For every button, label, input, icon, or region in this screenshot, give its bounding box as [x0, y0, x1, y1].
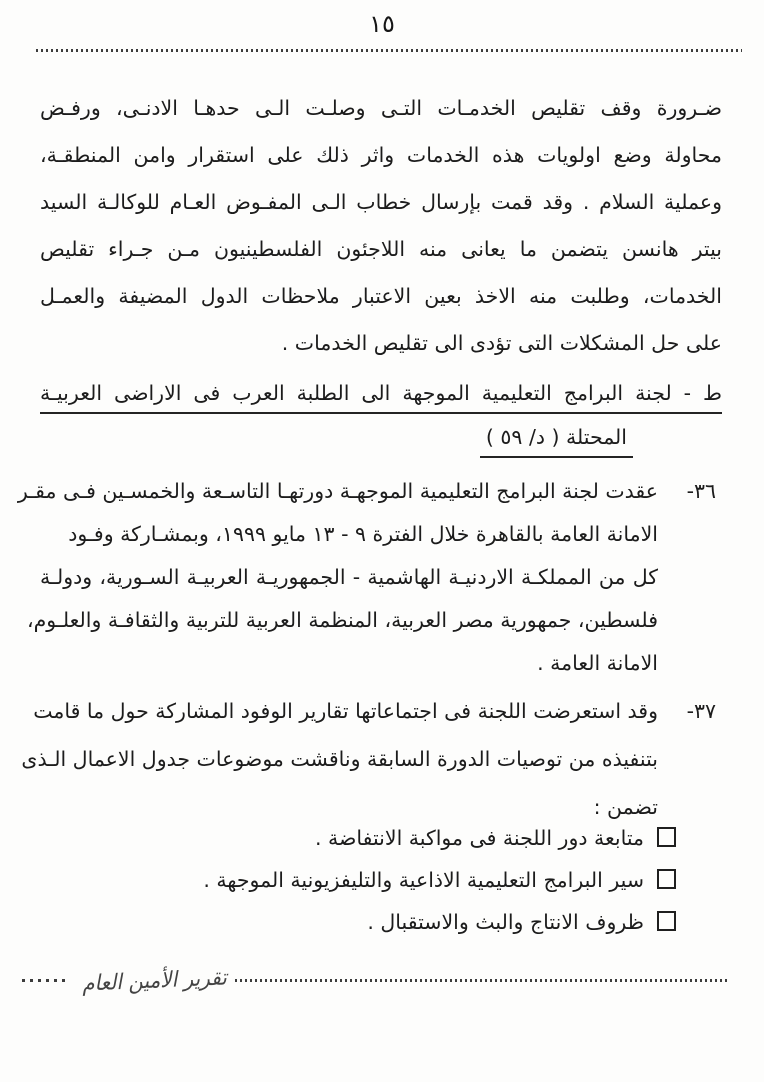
footer-divider-long [235, 979, 728, 982]
header-divider [36, 49, 742, 52]
item-37 [21, 687, 722, 831]
checkbox-icon [657, 827, 676, 847]
text-line: بتنفيذه من توصيات الدورة السابقة وناقشت موضوعات جدول الاعمال الـذى [21, 747, 658, 771]
section-heading-line2: المحتلة ( د/ ٥٩ ) [480, 422, 633, 458]
text-line: الامانة العامة . [537, 651, 658, 675]
item-37-text [21, 687, 722, 831]
item-37-number: ٣٧- [686, 699, 716, 723]
text-line: عقدت لجنة البرامج التعليمية الموجهـة دورتهـا التاسـعة والخمسـين فـى مقـر [17, 479, 658, 503]
text-line: الخدمات، وطلبت منه الاخذ بعين الاعتبار ملاحظات الدول المضيفة والعمـل [40, 284, 722, 308]
text-line: فلسطين، جمهورية مصر العربية، المنظمة العربية للتربية والثقافـة والعلـوم، [26, 608, 658, 632]
checklist-item [40, 859, 676, 901]
section-heading-line2-row [40, 422, 722, 458]
page-number: ١٥ [369, 10, 395, 38]
text-line: كل من المملكـة الاردنيـة الهاشمية - الجمهوريـة العربيـة السـورية، ودولـة [40, 565, 658, 589]
text-line: ضـرورة وقف تقليص الخدمـات التـى وصلـت الـى حدهـا الادنـى، ورفـض [40, 96, 722, 120]
section-heading [40, 378, 722, 458]
footer [22, 958, 728, 1002]
footer-divider-short [22, 979, 68, 982]
text-line: محاولة وضع اولويات هذه الخدمات واثر ذلك على استقرار وامن المنطقـة، [40, 143, 722, 167]
checklist-item-label: ظروف الانتاج والبث والاستقبال . [367, 910, 644, 934]
checklist-item-label: سير البرامج التعليمية الاذاعية والتليفزيونية الموجهة . [203, 868, 644, 892]
handwritten-signature: تقرير الأمين العام [81, 963, 228, 997]
paragraph-services [40, 85, 722, 367]
section-heading-line1: ط - لجنة البرامج التعليمية الموجهة الى الطلبة العرب فى الاراضى العربيـة [40, 378, 722, 414]
text-line: الامانة العامة بالقاهرة خلال الفترة ٩ - ١٣ مايو ١٩٩٩، وبمشـاركة وفـود [68, 522, 658, 546]
checklist-item [40, 901, 676, 943]
text-line: بيتر هانسن يتضمن ما يعانى منه اللاجئون الفلسطينيون مـن جـراء تقليص [40, 237, 722, 261]
text-line: وعملية السلام . وقد قمت بإرسال خطاب الـى المفـوض العـام للوكالـة السيد [40, 190, 722, 214]
item-36-text [17, 470, 722, 685]
checklist-item-label: متابعة دور اللجنة فى مواكبة الانتفاضة . [314, 826, 644, 850]
checkbox-icon [657, 911, 676, 931]
checkbox-icon [657, 869, 676, 889]
item-36-number: ٣٦- [686, 479, 716, 503]
text-line: تضمن : [593, 795, 658, 819]
text-line: وقد استعرضت اللجنة فى اجتماعاتها تقارير الوفود المشاركة حول ما قامت [33, 699, 658, 723]
checklist-item [40, 817, 676, 859]
text-line: على حل المشكلات التى تؤدى الى تقليص الخدمات . [281, 331, 722, 355]
agenda-checklist [40, 817, 722, 943]
item-36 [17, 470, 722, 685]
